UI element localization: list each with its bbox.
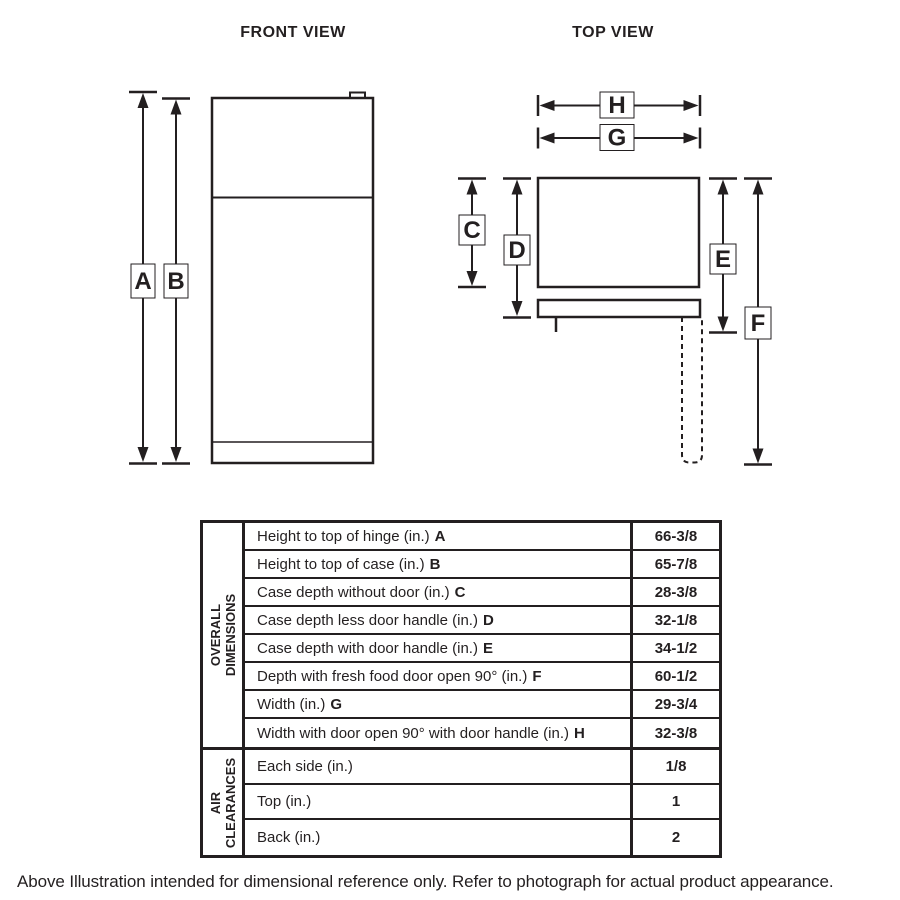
dimension-label-e: E xyxy=(714,246,732,273)
table-row xyxy=(245,551,719,579)
row-key-letter: G xyxy=(330,695,343,713)
row-value: 34-1/2 xyxy=(654,639,698,657)
fridge-top-outline xyxy=(538,178,702,463)
dimension-label-g: G xyxy=(607,124,627,152)
table-row xyxy=(245,663,719,691)
row-value: 29-3/4 xyxy=(654,695,698,713)
dimension-line-g xyxy=(538,125,700,152)
front-view-drawing xyxy=(129,92,373,464)
row-label: Case depth less door handle (in.) xyxy=(257,611,478,629)
row-key-letter: B xyxy=(429,555,441,573)
row-key-letter: A xyxy=(434,527,446,545)
top-view-title: TOP VIEW xyxy=(572,24,654,41)
row-label: Width (in.) xyxy=(257,695,326,713)
fridge-body xyxy=(212,98,373,463)
section-header-label: OVERALL DIMENSIONS xyxy=(207,593,238,677)
row-value: 32-1/8 xyxy=(654,611,698,629)
row-label: Height to top of hinge (in.) xyxy=(257,527,430,545)
overall-dimensions-section xyxy=(203,523,719,747)
air-clearances-section xyxy=(203,747,719,855)
dimension-label-h: H xyxy=(608,92,626,119)
dimension-label-a: A xyxy=(134,268,152,295)
row-label: Depth with fresh food door open 90° (in.) xyxy=(257,667,528,685)
row-value: 60-1/2 xyxy=(654,667,698,685)
row-key-letter: F xyxy=(532,667,542,685)
row-value: 65-7/8 xyxy=(654,555,698,573)
row-label: Each side (in.) xyxy=(257,758,353,775)
row-value: 1/8 xyxy=(665,758,687,775)
row-value: 66-3/8 xyxy=(654,527,698,545)
table-row xyxy=(245,750,719,785)
row-key-letter: C xyxy=(454,583,466,601)
row-key-letter: D xyxy=(482,611,494,629)
fridge-front-outline xyxy=(212,93,373,464)
case-top-rect xyxy=(538,178,699,287)
row-label: Height to top of case (in.) xyxy=(257,555,425,573)
dimension-label-c: C xyxy=(463,217,481,244)
door-open-dashed-outline xyxy=(682,317,702,463)
row-value: 28-3/8 xyxy=(654,583,698,601)
dimension-line-h xyxy=(538,92,700,119)
row-label: Top (in.) xyxy=(257,793,312,810)
row-label: Case depth without door (in.) xyxy=(257,583,450,601)
dimension-line-b xyxy=(162,99,190,464)
table-row xyxy=(245,719,719,747)
section-header-air-clearances xyxy=(203,750,245,855)
table-row xyxy=(245,635,719,663)
dimension-line-a xyxy=(129,92,157,464)
footnote: Above Illustration intended for dimensional reference only. Refer to photograph for actual product appearance. xyxy=(17,872,834,891)
row-key-letter: H xyxy=(574,724,585,742)
row-value: 32-3/8 xyxy=(654,724,698,742)
front-view-title: FRONT VIEW xyxy=(240,24,346,41)
table-row xyxy=(245,523,719,551)
row-value: 1 xyxy=(671,793,681,810)
table-row xyxy=(245,579,719,607)
dimension-label-b: B xyxy=(167,268,185,295)
door-top-rect xyxy=(538,300,700,317)
section-header-overall-dimensions xyxy=(203,523,245,747)
dimension-line-d xyxy=(503,179,531,318)
dimension-line-e xyxy=(709,179,737,333)
table-row xyxy=(245,820,719,855)
row-label: Case depth with door handle (in.) xyxy=(257,639,478,657)
row-value: 2 xyxy=(671,829,681,846)
row-label: Width with door open 90° with door handle (in.) xyxy=(257,724,570,742)
top-view-drawing xyxy=(458,92,772,465)
section-header-label: AIR CLEARANCES xyxy=(207,757,238,848)
table-row xyxy=(245,785,719,820)
dimension-line-c xyxy=(458,179,486,288)
dimension-line-f xyxy=(744,179,772,465)
dimensions-table xyxy=(200,520,722,858)
dimension-label-d: D xyxy=(508,237,526,264)
row-label: Back (in.) xyxy=(257,829,321,846)
row-key-letter: E xyxy=(482,639,493,657)
dimension-label-f: F xyxy=(750,310,766,337)
table-row xyxy=(245,607,719,635)
table-row xyxy=(245,691,719,719)
